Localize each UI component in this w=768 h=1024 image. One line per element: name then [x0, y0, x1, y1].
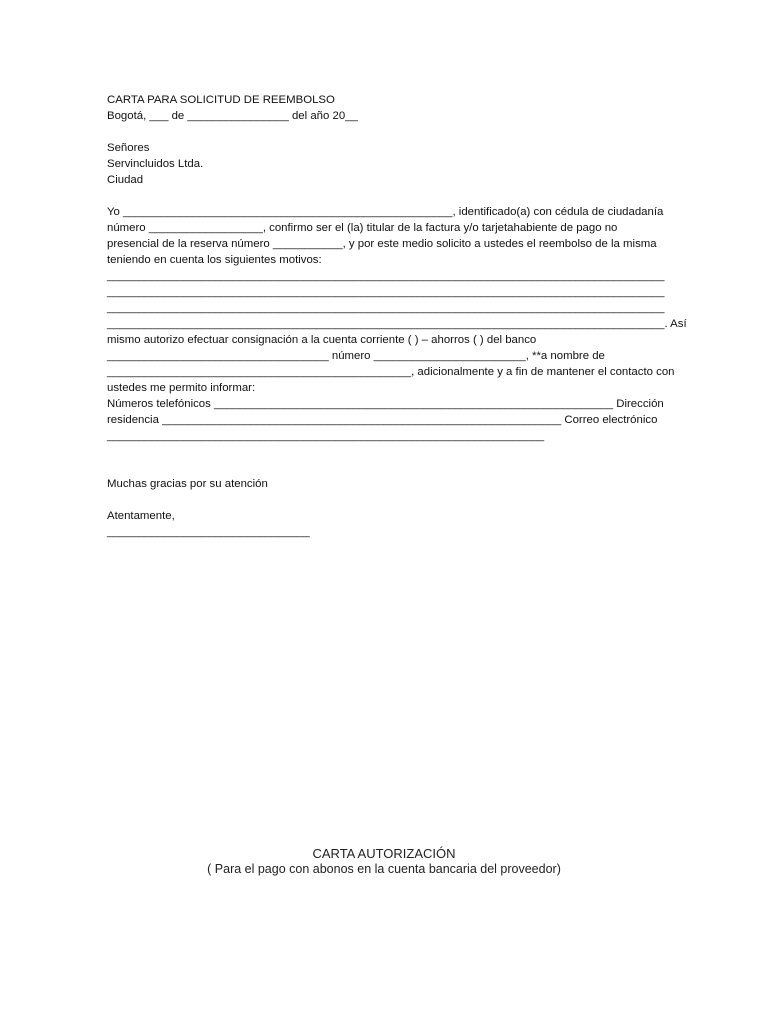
- closing-sign: Atentamente,: [107, 510, 175, 522]
- spacer: [107, 188, 663, 204]
- authorization-heading: [0, 846, 768, 877]
- body-line: mismo autorizo efectuar consignación a la cuenta corriente ( ) – ahorros ( ) del banco: [107, 334, 537, 346]
- reason-blank-line: ________________________________________________________________________________________: [107, 286, 665, 298]
- body-line: Números telefónicos _______________________________________________________________ Dirección: [107, 398, 664, 410]
- spacer: [107, 124, 663, 140]
- reason-blank-line: ________________________________________________________________________________________: [107, 302, 665, 314]
- body-line: ________________________________________________, adicionalmente y a fin de mantener el contacto con: [107, 366, 675, 378]
- authorization-subtitle: ( Para el pago con abonos en la cuenta bancaria del proveedor): [207, 862, 561, 876]
- reason-blank-line: ________________________________________________________________________________________. Así: [107, 318, 687, 330]
- body-line: ___________________________________ número ________________________, **a nombre de: [107, 350, 605, 362]
- recipient-company: Servincluidos Ltda.: [107, 158, 204, 170]
- body-line: ustedes me permito informar:: [107, 382, 256, 394]
- body-line: número __________________, confirmo ser el (la) titular de la factura y/o tarjetahabiente de pago no: [107, 222, 618, 234]
- body-line: presencial de la reserva número ___________, y por este medio solicito a ustedes el reembolso de la misma: [107, 238, 657, 250]
- authorization-title: CARTA AUTORIZACIÓN: [312, 846, 456, 861]
- refund-request-letter: [107, 92, 687, 540]
- recipient-salutation: Señores: [107, 142, 150, 154]
- body-line: Yo ____________________________________________________, identificado(a) con cédula de ciudadanía: [107, 206, 664, 218]
- body-line: teniendo en cuenta los siguientes motivos:: [107, 254, 322, 266]
- recipient-city: Ciudad: [107, 174, 144, 186]
- reason-blank-line: ________________________________________________________________________________________: [107, 270, 665, 282]
- place-date-line: Bogotá, ___ de ________________ del año 20__: [107, 110, 358, 122]
- closing-thanks: Muchas gracias por su atención: [107, 478, 268, 490]
- letter-title: CARTA PARA SOLICITUD DE REEMBOLSO: [107, 94, 335, 106]
- body-line: residencia _______________________________________________________________ Correo electrónico: [107, 414, 658, 426]
- spacer: [107, 460, 663, 476]
- signature-line: ________________________________: [107, 526, 310, 538]
- spacer: [107, 492, 663, 508]
- spacer: [107, 444, 663, 460]
- body-line: _____________________________________________________________________: [107, 430, 545, 442]
